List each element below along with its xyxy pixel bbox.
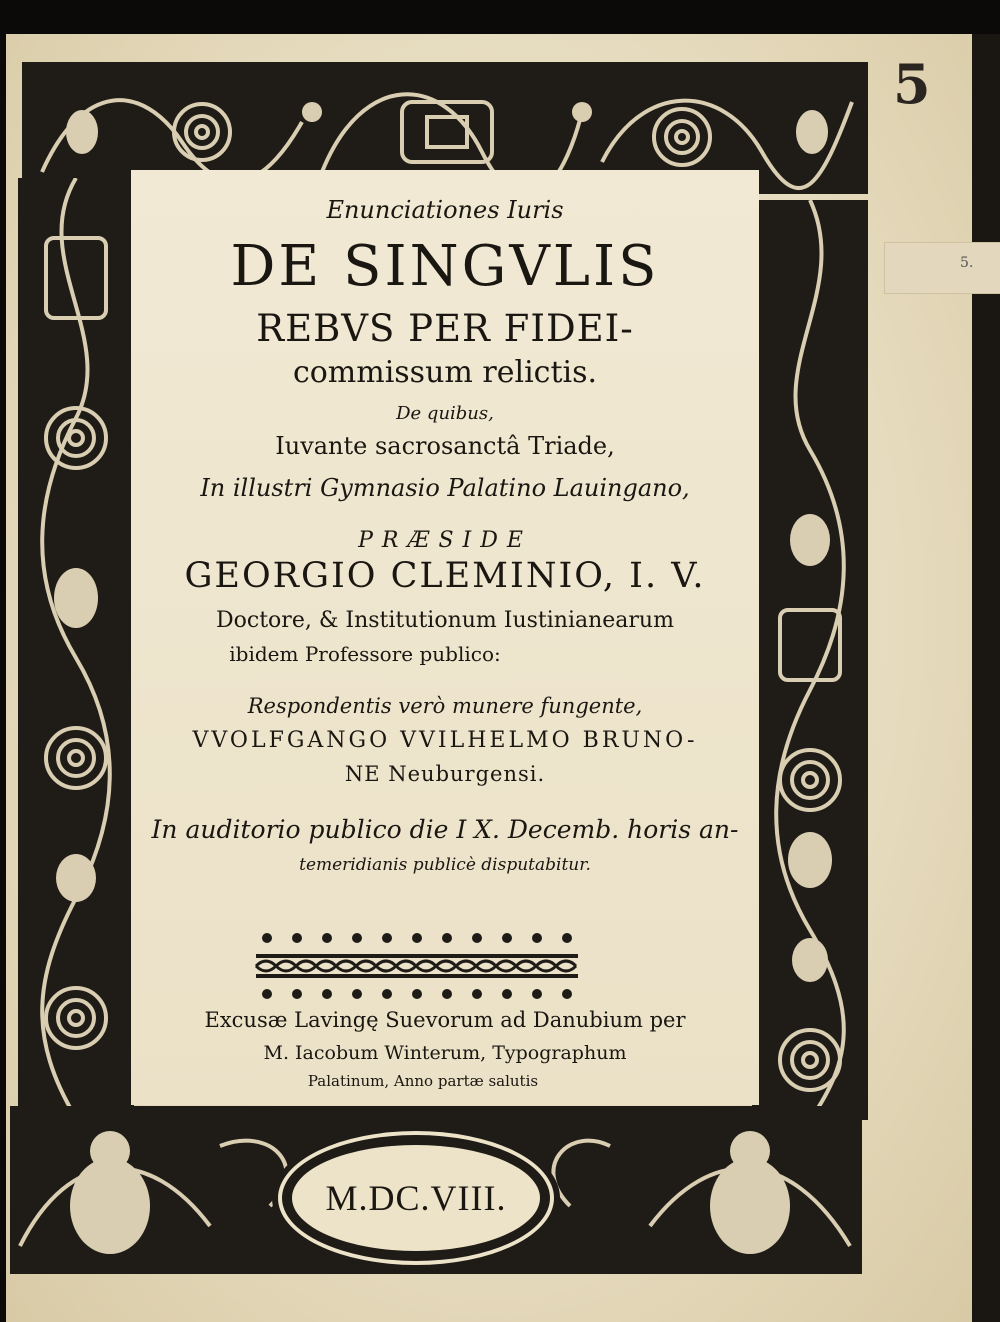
president-title-1: Doctore, & Institutionum Iustinianearum bbox=[216, 608, 674, 633]
page-edge bbox=[972, 34, 1000, 1322]
subtitle-line: Enunciationes Iuris bbox=[326, 196, 564, 224]
title-line-1: DE SINGVLIS bbox=[230, 234, 660, 299]
folio-mark: 5 bbox=[893, 52, 931, 116]
invocation: Iuvante sacrosanctâ Triade, bbox=[275, 432, 615, 460]
gymnasium-line: In illustri Gymnasio Palatino Lauingano, bbox=[200, 474, 690, 502]
title-line-3: commissum relictis. bbox=[292, 355, 598, 390]
praeside-label: PRÆSIDE bbox=[358, 528, 532, 553]
title-line-2: REBVS PER FIDEI- bbox=[256, 307, 634, 350]
woodcut-border-right bbox=[752, 200, 868, 1120]
disputation-line-1: In auditorio publico die I X. Decemb. horis an- bbox=[151, 815, 739, 844]
disputation-line-2: temeridianis publicè disputabitur. bbox=[299, 855, 591, 875]
paper-tab bbox=[884, 242, 1000, 294]
imprint-line-1: Excusæ Lavingę Suevorum ad Danubium per bbox=[204, 1008, 686, 1032]
imprint-line-2: M. Iacobum Winterum, Typographum bbox=[263, 1042, 627, 1064]
imprint-line-3: Palatinum, Anno partæ salutis bbox=[307, 1072, 539, 1090]
respondent-name-1: VVOLFGANGO VVILHELMO BRUNO- bbox=[192, 728, 698, 753]
de-quibus: De quibus, bbox=[396, 403, 494, 424]
date-cartouche bbox=[282, 1135, 550, 1261]
publication-date: M.DC.VIII. bbox=[325, 1178, 507, 1218]
respondent-line: Respondentis verò munere fungente, bbox=[247, 694, 643, 718]
president-name: GEORGIO CLEMINIO, I. V. bbox=[184, 556, 706, 596]
respondent-name-2: NE Neuburgensi. bbox=[344, 762, 546, 786]
president-title-2: ibidem Professore publico: bbox=[229, 642, 501, 666]
tab-mark: 5. bbox=[960, 255, 974, 271]
printer-ornament bbox=[252, 928, 582, 1004]
